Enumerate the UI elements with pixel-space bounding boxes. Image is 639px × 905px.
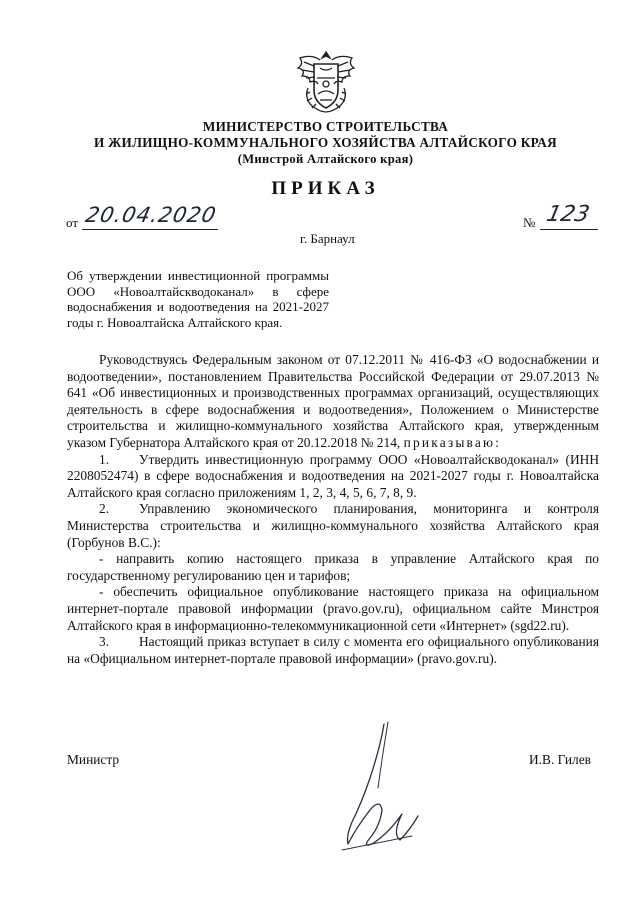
sub-item-2: - обеспечить официальное опубликование настоящего приказа на официальном интернет-портале правовой информации (pravo.gov.ru), официальном сайте Минстроя Алтайского края в информационно-телекоммуникационной сети «Интернет» (sgd22.ru). xyxy=(67,584,599,633)
signatory-position: Министр xyxy=(67,752,120,767)
item-3-text: Настоящий приказ вступает в силу с момента его официального опубликования на «Официальном интернет-портале правовой информации» (pravo.gov.ru). xyxy=(67,634,599,666)
signatory-name: И.В. Гилев xyxy=(529,752,591,767)
coat-of-arms-icon xyxy=(290,48,362,116)
date-underline xyxy=(82,229,218,230)
ministry-name-line1: МИНИСТЕРСТВО СТРОИТЕЛЬСТВА xyxy=(202,119,449,134)
order-body xyxy=(67,352,599,667)
handwritten-date: 20.04.2020 xyxy=(83,203,219,227)
issue-city: г. Барнаул xyxy=(300,231,355,246)
sub-item-1: - направить копию настоящего приказа в управление Алтайского края по государственному регулированию цен и тарифов; xyxy=(67,551,599,583)
ministry-short-name: (Минстрой Алтайского края) xyxy=(237,152,414,166)
item-1-number: 1. xyxy=(99,451,110,467)
number-prefix: № xyxy=(523,215,536,230)
handwritten-number: 123 xyxy=(544,202,592,227)
handwritten-signature xyxy=(322,718,432,858)
order-subject: Об утверждении инвестиционной программы ООО «Новоалтайскводоканал» в сфере водоснабжения и водоотведения на 2021-2027 годы г. Новоалтайска Алтайского края. xyxy=(67,268,329,330)
number-underline xyxy=(540,229,598,230)
order-word: приказываю: xyxy=(403,434,502,450)
item-1-text: Утвердить инвестиционную программу ООО «Новоалтайскводоканал» (ИНН 2208052474) в сфере водоснабжения и водоотведения на 2021-2027 годы г. Новоалтайска Алтайского края согласно приложениям 1, 2, 3, 4, 5, 6, 7, 8, 9. xyxy=(67,451,599,500)
item-2 xyxy=(67,501,599,551)
date-prefix: от xyxy=(66,215,79,230)
item-3-number: 3. xyxy=(99,634,110,650)
preamble-text: Руководствуясь Федеральным законом от 07.12.2011 № 416-ФЗ «О водоснабжении и водоотведении», постановлением Правительства Российской Федерации от 29.07.2013 № 641 «Об инвестиционных и производственных программах организаций, осуществляющих деятельность в сфере водоснабжения и водоотведения», Положением о Министерстве строительства и жилищно-коммунального хозяйства Алтайского края, утвержденным указом Губернатора Алтайского края от 20.12.2018 № 214, xyxy=(67,352,599,450)
preamble-paragraph xyxy=(67,352,599,452)
item-2-text: Управлению экономического планирования, мониторинга и контроля Министерства строительства и жилищно-коммунального хозяйства Алтайского края (Горбунов В.С.): xyxy=(67,501,599,550)
item-3 xyxy=(67,634,599,667)
document-title: ПРИКАЗ xyxy=(271,178,380,199)
ministry-name-line2: И ЖИЛИЩНО-КОММУНАЛЬНОГО ХОЗЯЙСТВА АЛТАЙСКОГО КРАЯ xyxy=(94,135,557,150)
item-1 xyxy=(67,452,599,502)
item-2-number: 2. xyxy=(99,501,110,517)
